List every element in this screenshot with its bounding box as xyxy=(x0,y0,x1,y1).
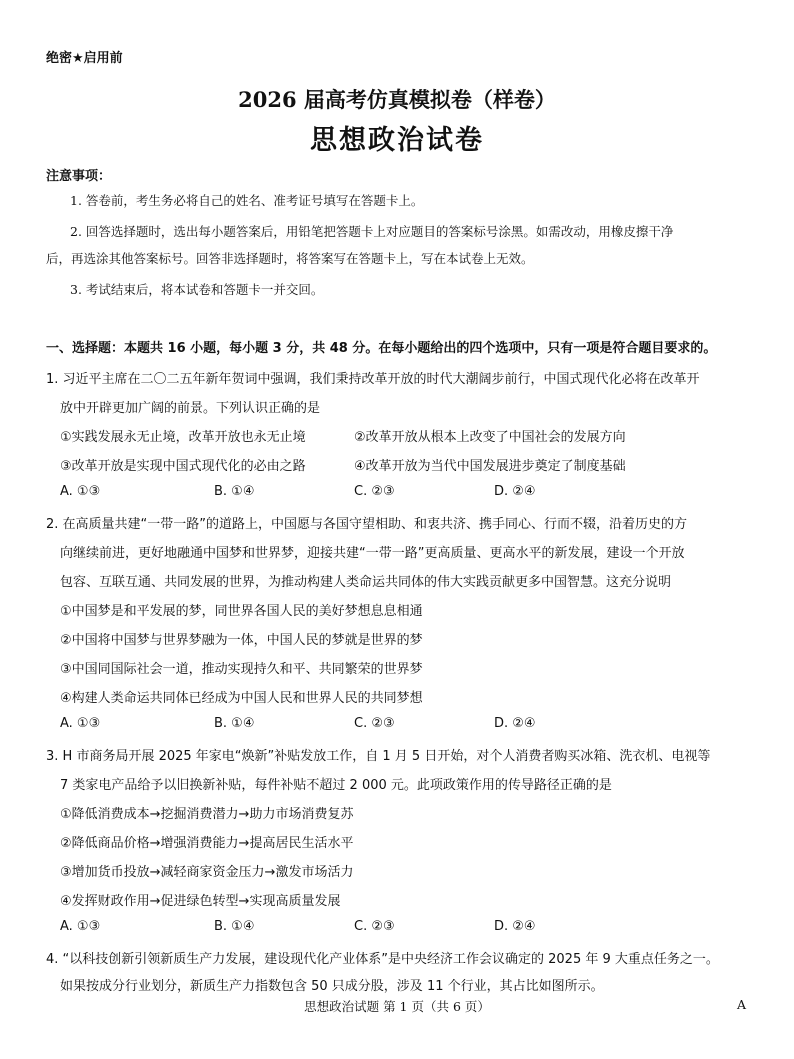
q1-statement-4: ④改革开放为当代中国发展进步奠定了制度基础 xyxy=(354,459,626,474)
q1-option-d: D. ②④ xyxy=(494,484,536,499)
exam-title: 2026 届高考仿真模拟卷（样卷） xyxy=(238,87,556,112)
q3-option-c: C. ②③ xyxy=(354,919,395,934)
q4-stem-line-2: 如果按成分行业划分，新质生产力指数包含 50 只成分股，涉及 11 个行业，其占比如图所示。 xyxy=(60,979,604,994)
q2-stem-line-3: 包容、互联互通、共同发展的世界，为推动构建人类命运共同体的伟大实践贡献更多中国智慧。这充分说明 xyxy=(60,575,672,590)
q2-statement-4: ④构建人类命运共同体已经成为中国人民和世界人民的共同梦想 xyxy=(60,691,423,706)
q2-option-b: B. ①④ xyxy=(214,716,255,731)
q1-stem-line-2: 放中开辟更加广阔的前景。下列认识正确的是 xyxy=(60,401,321,416)
confidential-label: 绝密★启用前 xyxy=(46,51,123,66)
q2-option-a: A. ①③ xyxy=(60,716,101,731)
q1-option-c: C. ②③ xyxy=(354,484,395,499)
q4-stem-line-1: 4. “以科技创新引领新质生产力发展，建设现代化产业体系”是中央经济工作会议确定的 2025 年 9 大重点任务之一。 xyxy=(46,952,719,967)
q3-option-a: A. ①③ xyxy=(60,919,101,934)
q2-statement-1: ①中国梦是和平发展的梦，同世界各国人民的美好梦想息息相通 xyxy=(60,604,423,619)
q1-statement-3: ③改革开放是实现中国式现代化的必由之路 xyxy=(60,459,306,474)
q3-statement-3: ③增加货币投放→减轻商家资金压力→激发市场活力 xyxy=(60,865,354,880)
q2-statement-3: ③中国同国际社会一道，推动实现持久和平、共同繁荣的世界梦 xyxy=(60,662,423,677)
paper-version-mark: A xyxy=(737,997,747,1012)
q1-stem-line-1: 1. 习近平主席在二〇二五年新年贺词中强调，我们秉持改革开放的时代大潮阔步前行，中国式现代化必将在改革开 xyxy=(46,372,700,387)
q1-option-a: A. ①③ xyxy=(60,484,101,499)
q3-statement-1: ①降低消费成本→挖掘消费潜力→助力市场消费复苏 xyxy=(60,807,354,822)
q3-stem-line-2: 7 类家电产品给予以旧换新补贴，每件补贴不超过 2 000 元。此项政策作用的传导路径正确的是 xyxy=(60,778,612,793)
notice-item-2-line-2: 后，再选涂其他答案标号。回答非选择题时，将答案写在答题卡上，写在本试卷上无效。 xyxy=(46,251,534,266)
q2-stem-line-1: 2. 在高质量共建“一带一路”的道路上，中国愿与各国守望相助、和衷共济、携手同心、行而不辍，沿着历史的方 xyxy=(46,517,688,532)
q2-option-d: D. ②④ xyxy=(494,716,536,731)
q3-option-d: D. ②④ xyxy=(494,919,536,934)
page-footer: 思想政治试题 第 1 页（共 6 页） xyxy=(304,999,490,1014)
q2-statement-2: ②中国将中国梦与世界梦融为一体，中国人民的梦就是世界的梦 xyxy=(60,633,423,648)
q1-option-b: B. ①④ xyxy=(214,484,255,499)
q1-statement-1: ①实践发展永无止境，改革开放也永无止境 xyxy=(60,430,306,445)
subject-title: 思想政治试卷 xyxy=(310,125,484,156)
q3-statement-2: ②降低商品价格→增强消费能力→提高居民生活水平 xyxy=(60,836,354,851)
q3-option-b: B. ①④ xyxy=(214,919,255,934)
q3-statement-4: ④发挥财政作用→促进绿色转型→实现高质量发展 xyxy=(60,894,341,909)
q3-stem-line-1: 3. H 市商务局开展 2025 年家电“焕新”补贴发放工作，自 1 月 5 日开始，对个人消费者购买冰箱、洗衣机、电视等 xyxy=(46,749,711,764)
notice-item-2-line-1: 2. 回答选择题时，选出每小题答案后，用铅笔把答题卡上对应题目的答案标号涂黑。如需改动，用橡皮擦干净 xyxy=(70,224,674,239)
q2-option-c: C. ②③ xyxy=(354,716,395,731)
section-heading: 一、选择题：本题共 16 小题，每小题 3 分，共 48 分。在每小题给出的四个选项中，只有一项是符合题目要求的。 xyxy=(46,341,717,356)
notice-item-1: 1. 答卷前，考生务必将自己的姓名、准考证号填写在答题卡上。 xyxy=(70,193,424,208)
notice-heading: 注意事项： xyxy=(46,169,112,184)
notice-item-3: 3. 考试结束后，将本试卷和答题卡一并交回。 xyxy=(70,282,324,297)
q1-statement-2: ②改革开放从根本上改变了中国社会的发展方向 xyxy=(354,430,626,445)
q2-stem-line-2: 向继续前进，更好地融通中国梦和世界梦，迎接共建“一带一路”更高质量、更高水平的新发展，建设一个开放 xyxy=(60,546,685,561)
